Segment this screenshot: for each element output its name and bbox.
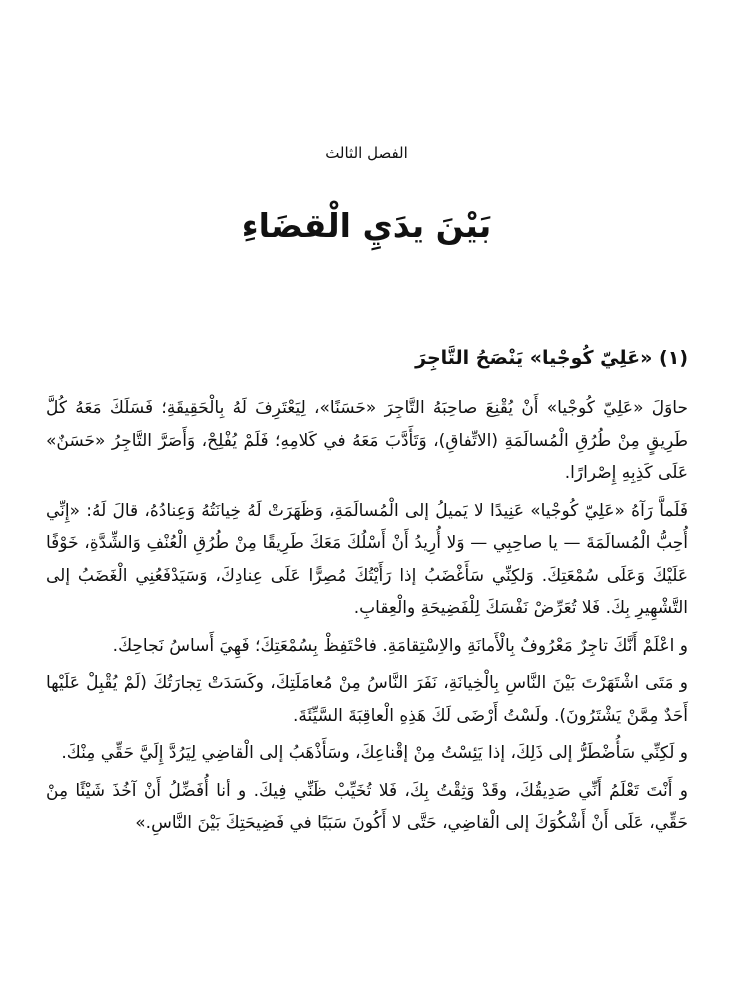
- paragraph: و لَكِنِّي سَأُضْطَرُّ إلى ذَلِكَ، إذا يَئِسْتُ مِنْ إقْناعِكَ، وسَأَذْهَبُ إلى الْقاضِي لِيَرُدَّ إِلَيَّ حَقِّي مِنْكَ.: [61, 743, 688, 763]
- paragraph: حاوَلَ «عَلِيّ كُوجْيا» أَنْ يُقْنِعَ صاحِبَهُ التَّاجِرَ «حَسَنًا»، لِيَعْتَرِفَ لَهُ بِالْحَقِيقَةِ؛ فَسَلَكَ مَعَهُ كُلَّ طَرِيقٍ مِنْ طُرُقِ الْمُسالَمَةِ (الاتِّفاقِ)، وَتَأَدَّبَ مَعَهُ في كَلامِهِ؛ فَلَمْ يُفْلِحْ، وَأَصَرَّ التَّاجِرُ «حَسَنٌ» عَلَى كَذِبِهِ إِصْرارًا.: [46, 398, 688, 483]
- paragraph: و أَنْتَ تَعْلَمُ أَنِّي صَدِيقُكَ، وقَدْ وَثِقْتُ بِكَ، فَلا تُخَيِّبْ ظَنِّي فِيكَ. و أنا أُفَضِّلُ أَنْ آخُذَ شَيْئًا مِنْ حَقِّي، عَلَى أَنْ أَشْكُوَكَ إلى الْقاضِي، حَتَّى لا أَكُونَ سَبَبًا في فَضِيحَتِكَ بَيْنَ النَّاسِ.»: [46, 780, 688, 833]
- paragraph: فَلَماَّ رَآهُ «عَلِيّ كُوجْيا» عَنِيدًا لا يَميلُ إلى الْمُسالَمَةِ، وَظَهَرَتْ لَهُ خِيانَتُهُ وَعِنادُهُ، قالَ لَهُ: «إِنِّي أُحِبُّ الْمُسالَمَةَ — يا صاحِبِي — وَلا أُرِيدُ أَنْ أَسْلُكَ مَعَكَ طَرِيقًا مِنْ طُرُقِ الْعُنْفِ وَالشِّدَّةِ، خَوْفًا عَلَيْكَ وَعَلَى سُمْعَتِكَ. وَلكِنِّي سَأَغْضَبُ إذا رَأَيْتُكَ مُصِرًّا عَلَى عِنادِكَ، وَسَيَدْفَعُنِي الْغَضَبُ إلى التَّشْهِيرِ بِكَ. فَلا تُعَرِّضْ نَفْسَكَ لِلْفَضِيحَةِ والْعِقابِ.: [46, 500, 688, 618]
- section-heading: (١) «عَلِيّ كُوجْيا» يَنْصَحُ التَّاجِرَ: [415, 347, 688, 369]
- paragraph: و اعْلَمْ أَنَّكَ تاجِرٌ مَعْرُوفٌ بِالْأَمانَةِ والاِسْتِقامَةِ. فاحْتَفِظْ بِسُمْعَتِكَ؛ فَهِيَ أَساسُ نَجاحِكَ.: [112, 635, 688, 656]
- chapter-title: بَيْنَ يدَيِ الْقضَاءِ: [241, 206, 492, 245]
- paragraph: و مَتَى اشْتَهَرْتَ بَيْنَ النَّاسِ بِالْخِيانَةِ، نَفَرَ النَّاسُ مِنْ مُعامَلَتِكَ، وكَسَدَتْ تِجارَتُكَ (لَمْ يُقْبِلْ عَلَيْها أَحَدٌ مِمَّنْ يَشْتَرُونَ). ولَسْتُ أَرْضَى لَكَ هَذِهِ الْعاقِبَةَ السَّيِّئَةَ.: [46, 673, 688, 726]
- chapter-label: الفصل الثالث: [325, 144, 408, 162]
- body-text: [46, 392, 688, 845]
